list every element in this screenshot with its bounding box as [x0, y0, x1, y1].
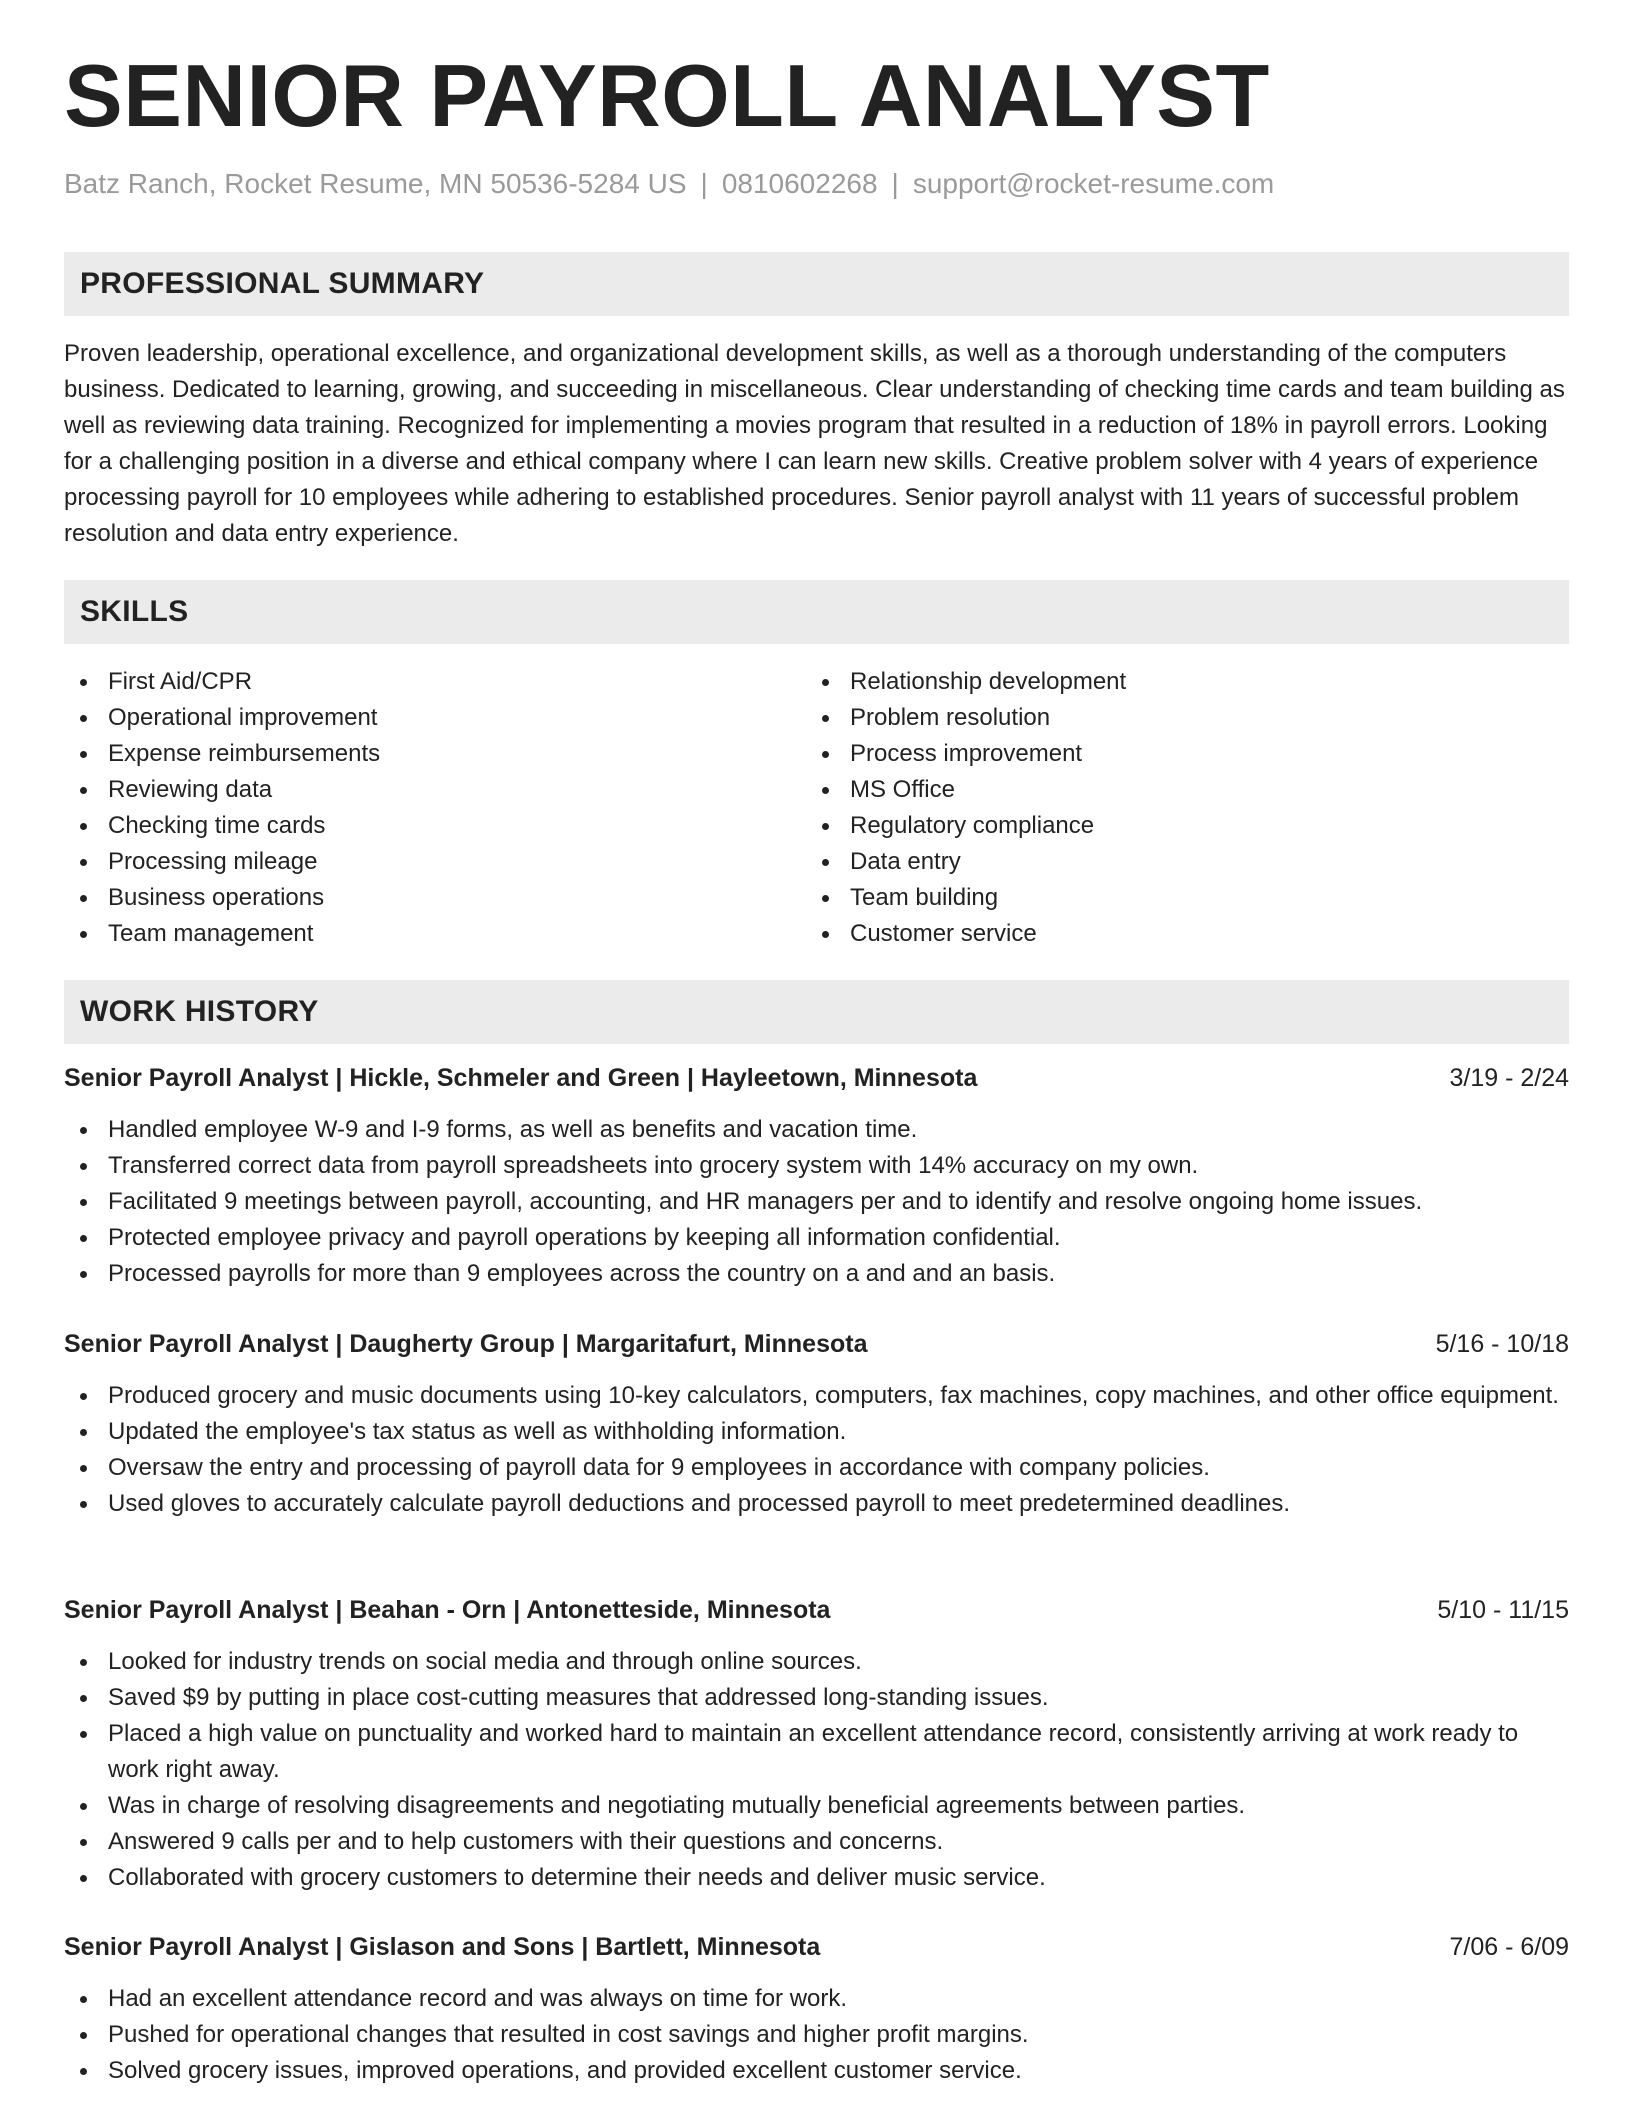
- skill-item: Processing mileage: [64, 844, 806, 880]
- job-bullet: Transferred correct data from payroll spreadsheets into grocery system with 14% accuracy on my own.: [64, 1148, 1569, 1184]
- skill-item: First Aid/CPR: [64, 664, 806, 700]
- job-bullet: Collaborated with grocery customers to determine their needs and deliver music service.: [64, 1860, 1569, 1896]
- summary-text: Proven leadership, operational excellence, and organizational development skills, as well as a thorough understanding of the computers business. Dedicated to learning, growing, and succeeding in miscellaneous. Clear understanding of checking time cards and team building as well as reviewing data training. Recognized for implementing a movies program that resulted in a reduction of 18% in payroll errors. Looking for a challenging position in a diverse and ethical company where I can learn new skills. Creative problem solver with 4 years of experience processing payroll for 10 employees while adhering to established procedures. Senior payroll analyst with 11 years of successful problem resolution and data entry experience.: [64, 340, 1565, 547]
- job-bullet: Was in charge of resolving disagreements and negotiating mutually beneficial agreements between parties.: [64, 1788, 1569, 1824]
- skill-item: Team building: [806, 880, 1548, 916]
- skill-item: Customer service: [806, 916, 1548, 952]
- job-bullet: Looked for industry trends on social media and through online sources.: [64, 1644, 1569, 1680]
- job-dates: 5/16 - 10/18: [1435, 1330, 1569, 1358]
- contact-email: support@rocket-resume.com: [912, 168, 1275, 199]
- job-entry: [64, 1592, 1569, 1896]
- job-bullets: [64, 1112, 1569, 1292]
- skill-item: Regulatory compliance: [806, 808, 1548, 844]
- skill-item: Expense reimbursements: [64, 736, 806, 772]
- job-bullet: Handled employee W-9 and I-9 forms, as well as benefits and vacation time.: [64, 1112, 1569, 1148]
- skill-item: Team management: [64, 916, 806, 952]
- job-header: [64, 1060, 1569, 1096]
- section-heading-work-history: WORK HISTORY: [64, 980, 1569, 1044]
- job-title: Senior Payroll Analyst | Hickle, Schmeler and Green | Hayleetown, Minnesota: [64, 1064, 978, 1092]
- contact-separator: |: [700, 168, 708, 199]
- skill-item: Relationship development: [806, 664, 1548, 700]
- job-bullet: Updated the employee's tax status as well as withholding information.: [64, 1414, 1569, 1450]
- job-bullets: [64, 1644, 1569, 1896]
- skill-item: Data entry: [806, 844, 1548, 880]
- job-title: Senior Payroll Analyst | Beahan - Orn | Antonetteside, Minnesota: [64, 1596, 831, 1624]
- skills-column-left: [64, 664, 806, 952]
- job-dates: 7/06 - 6/09: [1449, 1933, 1569, 1961]
- skill-item: Process improvement: [806, 736, 1548, 772]
- job-dates: 5/10 - 11/15: [1437, 1596, 1569, 1624]
- contact-line: [64, 167, 1274, 201]
- resume-name: SENIOR PAYROLL ANALYST: [64, 46, 1270, 145]
- job-header: [64, 1929, 1569, 1965]
- job-bullet: Produced grocery and music documents using 10-key calculators, computers, fax machines, copy machines, and other office equipment.: [64, 1378, 1569, 1414]
- skills-column-right: [806, 664, 1548, 952]
- job-bullet: Facilitated 9 meetings between payroll, accounting, and HR managers per and to identify and resolve ongoing home issues.: [64, 1184, 1569, 1220]
- skill-item: Checking time cards: [64, 808, 806, 844]
- job-bullet: Solved grocery issues, improved operations, and provided excellent customer service.: [64, 2053, 1569, 2089]
- skill-item: MS Office: [806, 772, 1548, 808]
- skill-item: Business operations: [64, 880, 806, 916]
- job-bullets: [64, 1981, 1569, 2089]
- job-dates: 3/19 - 2/24: [1449, 1064, 1569, 1092]
- job-entry: [64, 1060, 1569, 1292]
- contact-phone: 0810602268: [721, 168, 878, 199]
- job-header: [64, 1592, 1569, 1628]
- job-title: Senior Payroll Analyst | Gislason and Sons | Bartlett, Minnesota: [64, 1933, 821, 1961]
- job-bullet: Had an excellent attendance record and was always on time for work.: [64, 1981, 1569, 2017]
- contact-separator: |: [891, 168, 899, 199]
- section-heading-summary: PROFESSIONAL SUMMARY: [64, 252, 1569, 316]
- job-bullet: Saved $9 by putting in place cost-cutting measures that addressed long-standing issues.: [64, 1680, 1569, 1716]
- skill-item: Operational improvement: [64, 700, 806, 736]
- job-bullet: Pushed for operational changes that resulted in cost savings and higher profit margins.: [64, 2017, 1569, 2053]
- job-bullet: Answered 9 calls per and to help customers with their questions and concerns.: [64, 1824, 1569, 1860]
- job-bullets: [64, 1378, 1569, 1522]
- contact-address: Batz Ranch, Rocket Resume, MN 50536-5284 US: [64, 168, 687, 199]
- job-title: Senior Payroll Analyst | Daugherty Group | Margaritafurt, Minnesota: [64, 1330, 868, 1358]
- job-bullet: Protected employee privacy and payroll operations by keeping all information confidential.: [64, 1220, 1569, 1256]
- section-heading-skills: SKILLS: [64, 580, 1569, 644]
- job-entry: [64, 1929, 1569, 2089]
- skill-item: Reviewing data: [64, 772, 806, 808]
- job-bullet: Placed a high value on punctuality and worked hard to maintain an excellent attendance record, consistently arriving at work ready to work right away.: [64, 1716, 1569, 1788]
- job-bullet: Oversaw the entry and processing of payroll data for 9 employees in accordance with company policies.: [64, 1450, 1569, 1486]
- job-entry: [64, 1326, 1569, 1522]
- job-header: [64, 1326, 1569, 1362]
- job-bullet: Used gloves to accurately calculate payroll deductions and processed payroll to meet predetermined deadlines.: [64, 1486, 1569, 1522]
- skill-item: Problem resolution: [806, 700, 1548, 736]
- skills-list: [64, 664, 1569, 952]
- job-bullet: Processed payrolls for more than 9 employees across the country on a and and an basis.: [64, 1256, 1569, 1292]
